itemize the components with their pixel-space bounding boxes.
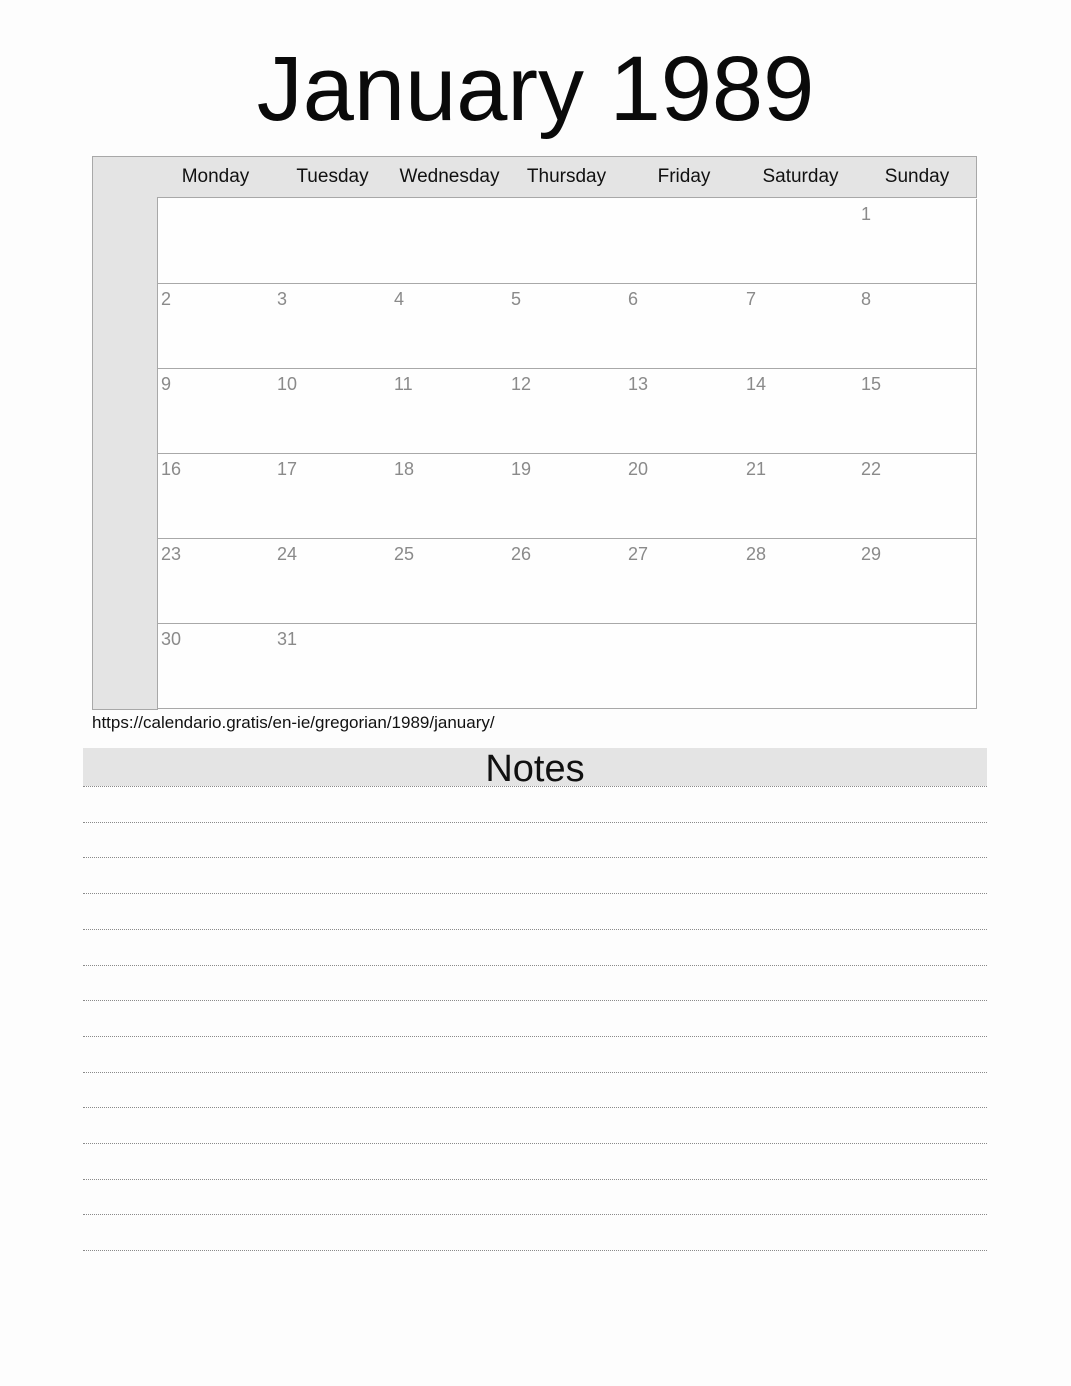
day-cell[interactable] (391, 539, 509, 624)
weekday-header-sunday: Sunday (858, 156, 977, 198)
day-cell[interactable] (157, 454, 275, 539)
day-number: 10 (277, 374, 298, 394)
day-cell[interactable] (508, 624, 626, 709)
day-number: 13 (628, 374, 649, 394)
day-cell[interactable] (274, 539, 392, 624)
day-cell[interactable] (625, 369, 744, 454)
day-cell[interactable] (391, 624, 509, 709)
day-cell[interactable] (743, 284, 859, 369)
day-cell[interactable] (858, 369, 977, 454)
notes-line (83, 929, 987, 930)
day-cell[interactable] (625, 284, 744, 369)
day-cell[interactable] (391, 369, 509, 454)
notes-line (83, 786, 987, 787)
day-cell[interactable] (508, 369, 626, 454)
day-number: 29 (861, 544, 882, 564)
day-number: 28 (746, 544, 767, 564)
notes-line (83, 1143, 987, 1144)
day-number: 12 (511, 374, 532, 394)
notes-line (83, 893, 987, 894)
day-number: 15 (861, 374, 882, 394)
day-number: 22 (861, 459, 882, 479)
notes-heading: Notes (83, 748, 987, 786)
weekday-header-wednesday: Wednesday (391, 156, 509, 198)
day-number: 16 (161, 459, 182, 479)
day-number: 24 (277, 544, 298, 564)
notes-line (83, 857, 987, 858)
day-number: 14 (746, 374, 767, 394)
day-cell[interactable] (743, 539, 859, 624)
week-number-column (92, 156, 158, 710)
day-cell[interactable] (743, 199, 859, 284)
weekday-header-saturday: Saturday (743, 156, 859, 198)
day-number: 31 (277, 629, 298, 649)
day-number: 26 (511, 544, 532, 564)
day-number: 2 (161, 289, 172, 309)
notes-line (83, 1072, 987, 1073)
weekday-header-tuesday: Tuesday (274, 156, 392, 198)
weekday-header-monday: Monday (157, 156, 275, 198)
day-number: 3 (277, 289, 288, 309)
day-cell[interactable] (858, 454, 977, 539)
day-number: 30 (161, 629, 182, 649)
notes-line (83, 1179, 987, 1180)
day-cell[interactable] (508, 454, 626, 539)
day-cell[interactable] (274, 284, 392, 369)
day-cell[interactable] (274, 624, 392, 709)
day-cell[interactable] (858, 199, 977, 284)
calendar-grid (92, 156, 976, 709)
day-number: 8 (861, 289, 872, 309)
day-cell[interactable] (274, 454, 392, 539)
day-cell[interactable] (274, 199, 392, 284)
notes-line (83, 1000, 987, 1001)
day-cell[interactable] (508, 199, 626, 284)
day-cell[interactable] (625, 624, 744, 709)
day-cell[interactable] (743, 454, 859, 539)
page-title: January 1989 (256, 38, 815, 140)
day-number: 21 (746, 459, 767, 479)
day-number: 7 (746, 289, 757, 309)
day-cell[interactable] (391, 284, 509, 369)
notes-line (83, 822, 987, 823)
day-number: 23 (161, 544, 182, 564)
notes-line (83, 965, 987, 966)
day-cell[interactable] (157, 284, 275, 369)
notes-line (83, 1036, 987, 1037)
day-number: 5 (511, 289, 522, 309)
day-number: 19 (511, 459, 532, 479)
notes-line (83, 1250, 987, 1251)
day-number: 6 (628, 289, 639, 309)
day-cell[interactable] (625, 199, 744, 284)
day-number: 25 (394, 544, 415, 564)
day-number: 27 (628, 544, 649, 564)
day-cell[interactable] (274, 369, 392, 454)
day-cell[interactable] (743, 624, 859, 709)
day-cell[interactable] (508, 284, 626, 369)
day-number: 11 (394, 374, 413, 394)
day-cell[interactable] (743, 369, 859, 454)
day-cell[interactable] (858, 539, 977, 624)
day-number: 18 (394, 459, 415, 479)
day-cell[interactable] (157, 624, 275, 709)
day-cell[interactable] (625, 539, 744, 624)
day-cell[interactable] (391, 454, 509, 539)
weekday-header-thursday: Thursday (508, 156, 626, 198)
day-cell[interactable] (858, 624, 977, 709)
day-number: 4 (394, 289, 405, 309)
day-number: 17 (277, 459, 298, 479)
day-cell[interactable] (157, 539, 275, 624)
weekday-header-friday: Friday (625, 156, 744, 198)
notes-line (83, 1214, 987, 1215)
day-cell[interactable] (508, 539, 626, 624)
day-cell[interactable] (858, 284, 977, 369)
day-cell[interactable] (391, 199, 509, 284)
day-number: 9 (161, 374, 172, 394)
notes-line (83, 1107, 987, 1108)
day-cell[interactable] (157, 369, 275, 454)
day-cell[interactable] (625, 454, 744, 539)
day-cell[interactable] (157, 199, 275, 284)
source-url[interactable]: https://calendario.gratis/en-ie/gregorian/1989/january/ (92, 713, 495, 732)
day-number: 1 (861, 204, 872, 224)
day-number: 20 (628, 459, 649, 479)
